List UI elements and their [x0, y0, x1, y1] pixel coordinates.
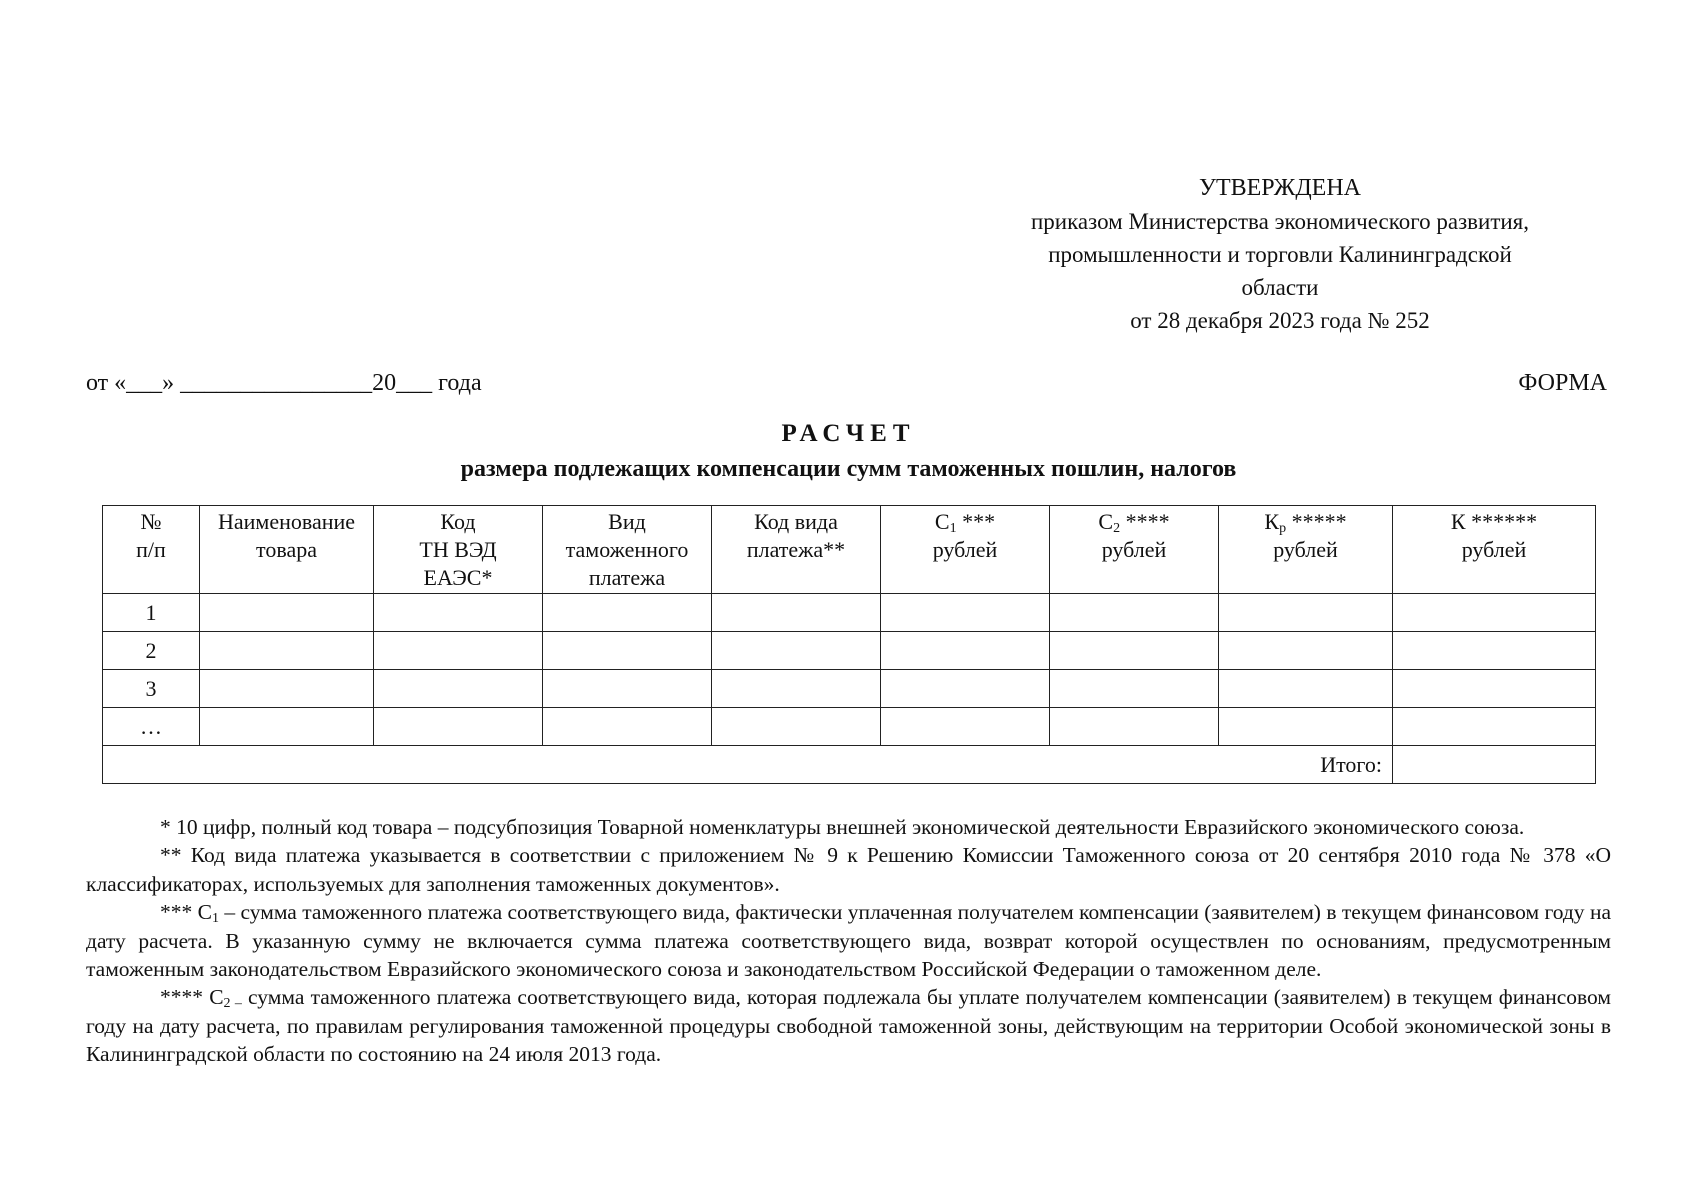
table-cell[interactable] [543, 594, 712, 632]
header-text: № [140, 509, 162, 534]
header-text: платежа** [746, 537, 846, 562]
header-text [1219, 508, 1392, 536]
table-cell[interactable] [200, 632, 374, 670]
header-unit: рублей [1461, 537, 1527, 562]
date-line: от «___» ________________20___ года [86, 370, 482, 396]
header-kp [1219, 506, 1393, 594]
header-text: платежа [588, 565, 666, 590]
footnote-4 [86, 983, 1611, 1068]
table-row [103, 708, 1596, 746]
table-cell[interactable] [543, 632, 712, 670]
header-text: Код [440, 509, 476, 534]
table-header-row [103, 506, 1596, 594]
row-number: … [103, 708, 200, 746]
approval-block [930, 172, 1630, 337]
header-text: ЕАЭС* [423, 565, 493, 590]
header-subscript: 2 [1113, 521, 1121, 536]
header-symbol: С [934, 509, 950, 534]
table-cell[interactable] [1050, 594, 1219, 632]
header-symbol: К ****** [1450, 509, 1538, 534]
approval-line: от 28 декабря 2023 года № 252 [1130, 308, 1430, 333]
header-marker: **** [1120, 509, 1170, 534]
table-cell[interactable] [1393, 670, 1596, 708]
header-c1 [881, 506, 1050, 594]
approval-line: приказом Министерства экономического развития, [1030, 209, 1530, 234]
footnotes [86, 813, 1611, 1069]
table-cell[interactable] [881, 670, 1050, 708]
table-cell[interactable] [1050, 632, 1219, 670]
table-cell[interactable] [1219, 632, 1393, 670]
table-cell[interactable] [881, 594, 1050, 632]
header-text: Вид [608, 509, 646, 534]
footnote-2: ** Код вида платежа указывается в соответствии с приложением № 9 к Решению Комиссии Таможенного союза от 20 сентября 2010 года № 378 «О классификаторах, используемых для заполнения таможенных документов». [86, 843, 1611, 896]
header-payment-type [543, 506, 712, 594]
table-cell[interactable] [374, 670, 543, 708]
row-number: 1 [103, 594, 200, 632]
row-number: 2 [103, 632, 200, 670]
table-cell[interactable] [543, 670, 712, 708]
header-symbol: К [1264, 509, 1280, 534]
header-c2 [1050, 506, 1219, 594]
footnote-text: – сумма таможенного платежа соответствующего вида, фактически уплаченная получателем компенсации (заявителем) в текущем финансовом году на дату расчета. В указанную сумму не включается сумма платежа соответствующего вида, возврат которой осуществлен по основаниям, предусмотренным таможенным законодательством Евразийского экономического союза и законодательством Российской Федерации о таможенном деле. [86, 900, 1611, 982]
header-text: п/п [136, 537, 166, 562]
footnote-3 [86, 898, 1611, 983]
table-cell[interactable] [881, 632, 1050, 670]
table-cell[interactable] [1050, 670, 1219, 708]
header-text: Наименование [217, 509, 356, 534]
approval-title: УТВЕРЖДЕНА [1198, 175, 1362, 201]
table-row [103, 632, 1596, 670]
footnote-text: сумма таможенного платежа соответствующего вида, которая подлежала бы уплате получателем компенсации (заявителем) в текущем финансовом году на дату расчета, по правилам регулирования таможенной процедуры свободной таможенной зоны, действующим на территории Особой экономической зоны в Калининградской области по состоянию на 24 июля 2013 года. [86, 985, 1611, 1067]
header-text [881, 508, 1049, 536]
table-cell[interactable] [1219, 594, 1393, 632]
table-cell[interactable] [1393, 594, 1596, 632]
header-k [1393, 506, 1596, 594]
footnote-1: * 10 цифр, полный код товара – подсубпозиция Товарной номенклатуры внешней экономической деятельности Евразийского экономического союза. [160, 815, 1525, 839]
header-payment-code [712, 506, 881, 594]
table-cell[interactable] [1050, 708, 1219, 746]
form-label: ФОРМА [1518, 370, 1607, 396]
header-marker: ***** [1286, 509, 1347, 534]
table-cell[interactable] [374, 632, 543, 670]
header-marker: *** [956, 509, 996, 534]
total-row [103, 746, 1596, 784]
total-value-cell[interactable] [1393, 746, 1596, 784]
row-number: 3 [103, 670, 200, 708]
table-cell[interactable] [200, 670, 374, 708]
header-subscript: 1 [949, 521, 957, 536]
table-cell[interactable] [1219, 708, 1393, 746]
table-cell[interactable] [712, 708, 881, 746]
table-cell[interactable] [374, 594, 543, 632]
table-cell[interactable] [712, 670, 881, 708]
table-cell[interactable] [1219, 670, 1393, 708]
header-text: Код вида [754, 509, 838, 534]
footnote-subscript: 1 [211, 911, 219, 927]
table-cell[interactable] [543, 708, 712, 746]
approval-line: промышленности и торговли Калининградской [1048, 242, 1512, 267]
header-code [374, 506, 543, 594]
header-text [1050, 508, 1218, 536]
header-text: товара [256, 537, 317, 562]
header-subscript: р [1279, 521, 1287, 536]
calculation-table [102, 505, 1596, 784]
table-cell[interactable] [712, 594, 881, 632]
header-symbol: С [1098, 509, 1114, 534]
document-subtitle: размера подлежащих компенсации сумм таможенных пошлин, налогов [460, 456, 1237, 482]
footnote-subscript: 2 – [223, 996, 242, 1012]
table-cell[interactable] [200, 708, 374, 746]
table-cell[interactable] [712, 632, 881, 670]
header-name [200, 506, 374, 594]
header-unit: рублей [1101, 537, 1167, 562]
table-cell[interactable] [200, 594, 374, 632]
table-cell[interactable] [1393, 708, 1596, 746]
table-cell[interactable] [881, 708, 1050, 746]
table-row [103, 670, 1596, 708]
header-text: таможенного [565, 537, 689, 562]
footnote-marker: *** С [160, 900, 212, 925]
table-cell[interactable] [1393, 632, 1596, 670]
table-row [103, 594, 1596, 632]
header-unit: рублей [932, 537, 998, 562]
header-unit: рублей [1273, 537, 1338, 562]
approval-line: области [1241, 275, 1319, 300]
total-label: Итого: [103, 746, 1393, 784]
document-title: РАСЧЕТ [781, 420, 916, 447]
footnote-marker: **** С [160, 985, 224, 1010]
header-num [103, 506, 200, 594]
header-text: ТН ВЭД [419, 537, 497, 562]
table-cell[interactable] [374, 708, 543, 746]
